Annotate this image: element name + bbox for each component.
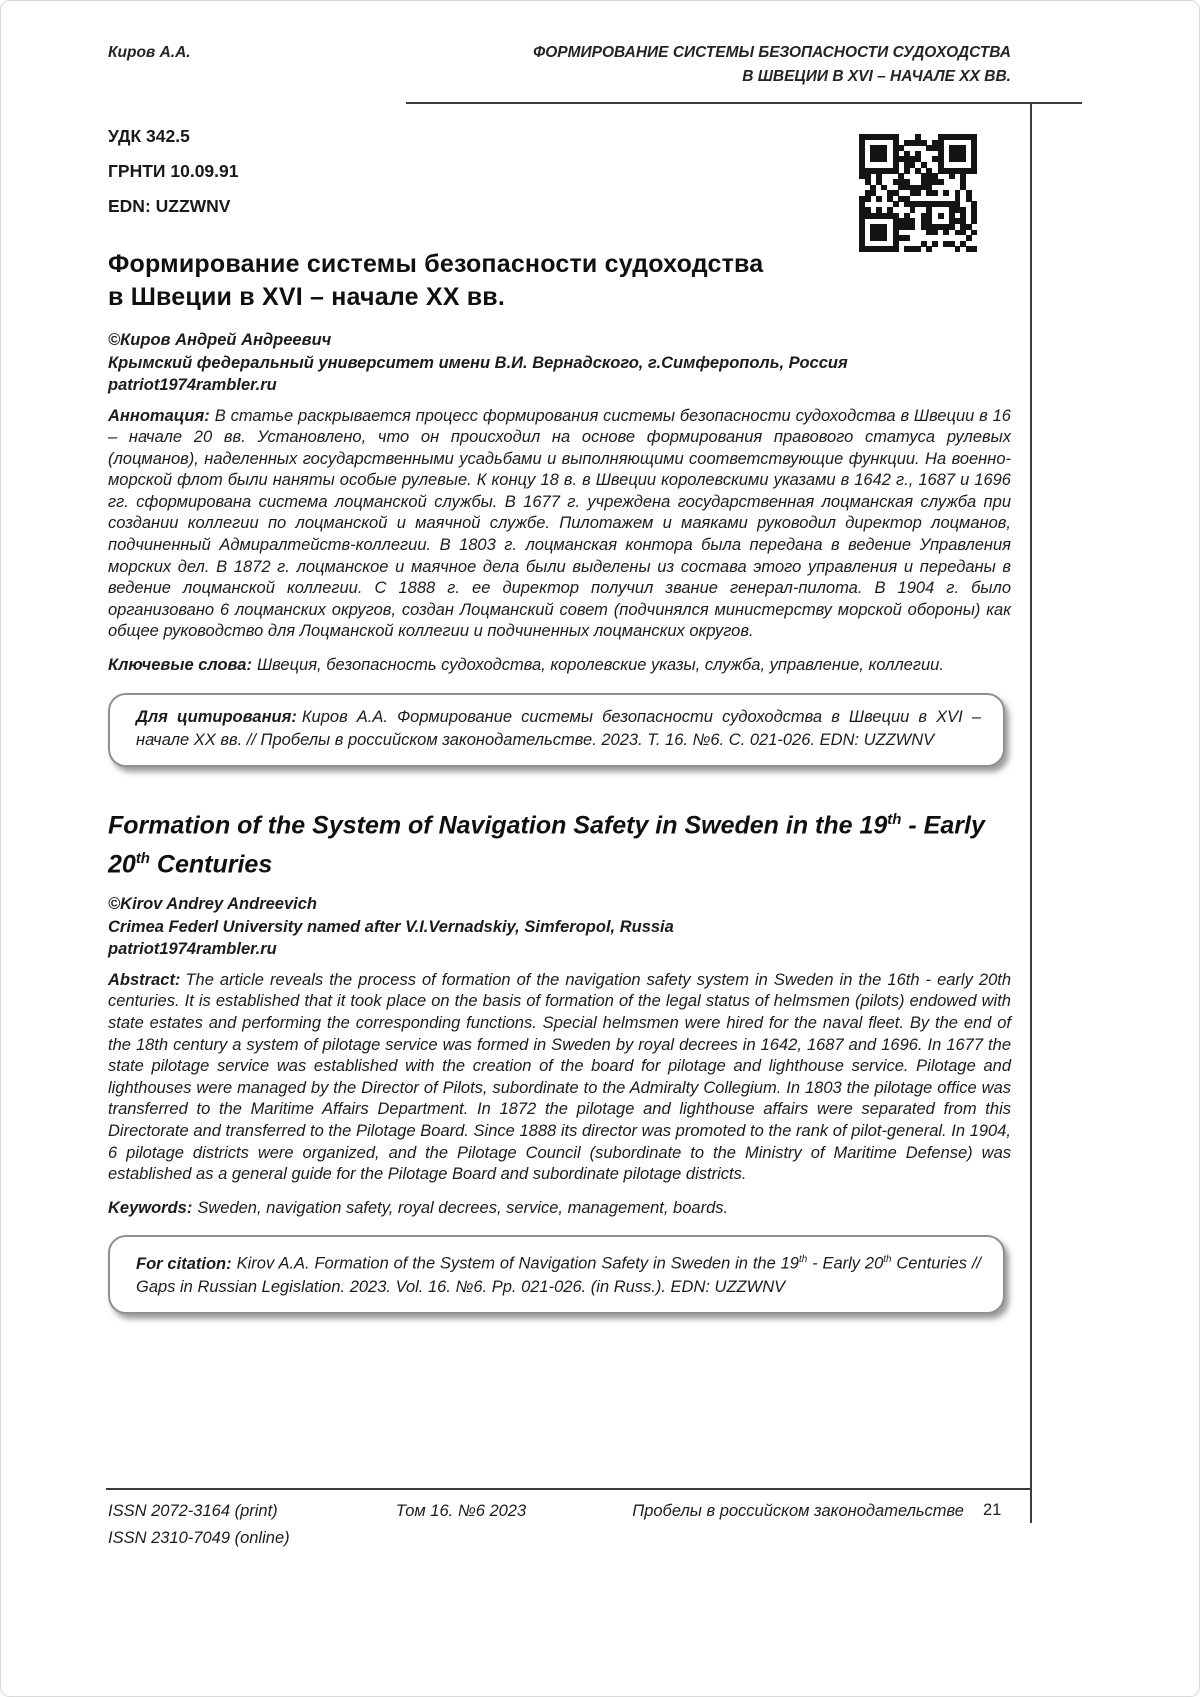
citation-box-ru (108, 693, 1005, 767)
citation-en-part3: Centuries // Gaps in Russian Legislation. 2023. Vol. 16. №6. Pp. 021-026. (in Russ.). EDN: UZZWNV (136, 1254, 981, 1296)
citation-en-sup1: th (798, 1254, 808, 1266)
udk-code: УДК 342.5 (108, 126, 190, 146)
footer-volume: Том 16. №6 2023 (395, 1502, 527, 1520)
citation-label-ru: Для цитирования: (136, 707, 297, 726)
abstract-text-en: The article reveals the process of formation of the navigation safety system in Sweden in the 16th - early 20th centuries. It is established that it took place on the basis of formation of the legal status of helmsmen (pilots) endowed with state estates and performing the corresponding functions. Special helmsmen were hired for the naval fleet. By the end of the 18th century a system of pilotage service was formed in Sweden by royal decrees in 1642, 1687 and 1696. In 1677 the state pilotage service was established with the creation of the board for pilotage and lighthouse service. Pilotage and lighthouses were managed by the Director of Pilots, subordinate to the Admiralty Collegium. In 1803 the pilotage office was transferred to the Maritime Affairs Department. In 1872 the pilotage and lighthouse affairs were separated from this Directorate and transferred to the Pilotage Board. Since 1888 its director was promoted to the rank of pilot-general. In 1904, 6 pilotage districts were organized, and the Pilotage Council (subordinate to the Ministry of Maritime Defense) was established as a general guide for the Pilotage Board and subordinate pilotage districts. (108, 970, 1011, 1184)
article-title-en (108, 803, 1011, 882)
citation-text-ru: Киров А.А. Формирование системы безопасности судоходства в Швеции в XVI – начале XX вв. // Пробелы в российском законодательстве. 2023. Т. 16. №6. С. 021-026. EDN: UZZWNV (136, 707, 981, 749)
running-head-title-line1: ФОРМИРОВАНИЕ СИСТЕМЫ БЕЗОПАСНОСТИ СУДОХОДСТВА (533, 44, 1011, 61)
author-email-ru: patriot1974rambler.ru (108, 376, 277, 394)
author-name-ru: ©Киров Андрей Андреевич (108, 331, 332, 349)
abstract-label-ru: Аннотация: (108, 406, 210, 425)
footer-journal-title: Пробелы в российском законодательстве (632, 1502, 964, 1520)
authors-en (108, 893, 1011, 961)
grnti-code: ГРНТИ 10.09.91 (108, 161, 239, 181)
affiliation-en: Crimea Federl University named after V.I.Vernadskiy, Simferopol, Russia (108, 917, 674, 936)
citation-en-part2: - Early 20 (807, 1254, 884, 1273)
article-title-en-part3: Centuries (149, 850, 273, 879)
keywords-en (108, 1198, 1011, 1220)
keywords-label-en: Keywords: (108, 1198, 193, 1217)
page-content (108, 41, 1011, 1314)
running-head-author: Киров А.А. (108, 44, 191, 61)
affiliation-ru: Крымский федеральный университет имени В.И. Вернадского, г.Симферополь, Россия (108, 353, 848, 372)
article-meta (108, 119, 1011, 224)
issn-online: ISSN 2310-7049 (online) (108, 1529, 290, 1547)
running-head-title-line2: В ШВЕЦИИ В XVI – НАЧАЛЕ XX ВВ. (742, 68, 1011, 85)
running-head (108, 41, 1011, 89)
article-title-en-part1: Formation of the System of Navigation Safety in Sweden in the 19 (108, 810, 888, 839)
article-title-en-sup1: th (887, 810, 902, 828)
article-title-ru (108, 248, 1011, 314)
keywords-text-en: Sweden, navigation safety, royal decrees, service, management, boards. (197, 1198, 729, 1217)
edn-code: EDN: UZZWNV (108, 196, 231, 216)
authors-ru (108, 329, 1011, 397)
abstract-ru (108, 406, 1011, 644)
citation-ru (136, 706, 981, 752)
footer-rule (106, 1488, 1032, 1490)
page-number: 21 (983, 1501, 1002, 1519)
keywords-text-ru: Швеция, безопасность судоходства, королевские указы, служба, управление, коллегии. (256, 656, 944, 675)
keywords-label-ru: Ключевые слова: (108, 656, 252, 675)
issn-block (108, 1498, 290, 1552)
author-email-en: patriot1974rambler.ru (108, 940, 277, 959)
right-margin-rule (1030, 102, 1032, 1523)
citation-en-sup2: th (883, 1254, 892, 1266)
author-name-en: ©Kirov Andrey Andreevich (108, 895, 317, 914)
citation-label-en: For citation: (136, 1254, 232, 1273)
citation-en-part1: Kirov A.A. Formation of the System of Navigation Safety in Sweden in the 19 (236, 1254, 799, 1273)
article-title-en-sup2: th (135, 849, 150, 867)
citation-en (136, 1248, 981, 1299)
abstract-text-ru: В статье раскрывается процесс формирования системы безопасности судоходства в Швеции в 16 – начале 20 вв. Установлено, что он происходил на основе формирования правового статуса рулевых (лоцманов), наделенных государственными усадьбами и выполняющими соответствующие функции. На военно-морской флот были наняты особые рулевые. К концу 18 в. в Швеции королевскими указами в 1642 г., 1687 и 1696 гг. сформирована система лоцманской службы. В 1677 г. учреждена государственная лоцманская служба при создании коллегии по лоцманской и маячной службе. Пилотажем и маяками руководил директор лоцманов, подчиненный Адмиралтейств-коллегии. В 1803 г. лоцманская контора была передана в ведение Управления морских дел. В 1872 г. лоцманское и маячное дела были выделены из состава этого управления и переданы в ведение лоцманской коллегии. С 1888 г. ее директор получил звание генерал-пилота. В 1904 г. было организовано 6 лоцманских округов, создан Лоцманский совет (подчинялся министерству морской обороны) как общее руководство для Лоцманской коллегии и подчиненных лоцманских округов. (108, 406, 1011, 641)
page-footer (108, 1498, 964, 1552)
abstract-label-en: Abstract: (108, 970, 181, 989)
keywords-ru (108, 655, 1011, 677)
citation-box-en (108, 1235, 1005, 1314)
article-title-ru-line1: Формирование системы безопасности судоходства (108, 250, 764, 278)
running-head-title (533, 41, 1011, 89)
issn-print: ISSN 2072-3164 (print) (108, 1502, 278, 1520)
article-title-en-part2: - Early 20 (108, 810, 985, 879)
article-title-ru-line2: в Швеции в XVI – начале XX вв. (108, 283, 506, 311)
abstract-en (108, 970, 1011, 1186)
